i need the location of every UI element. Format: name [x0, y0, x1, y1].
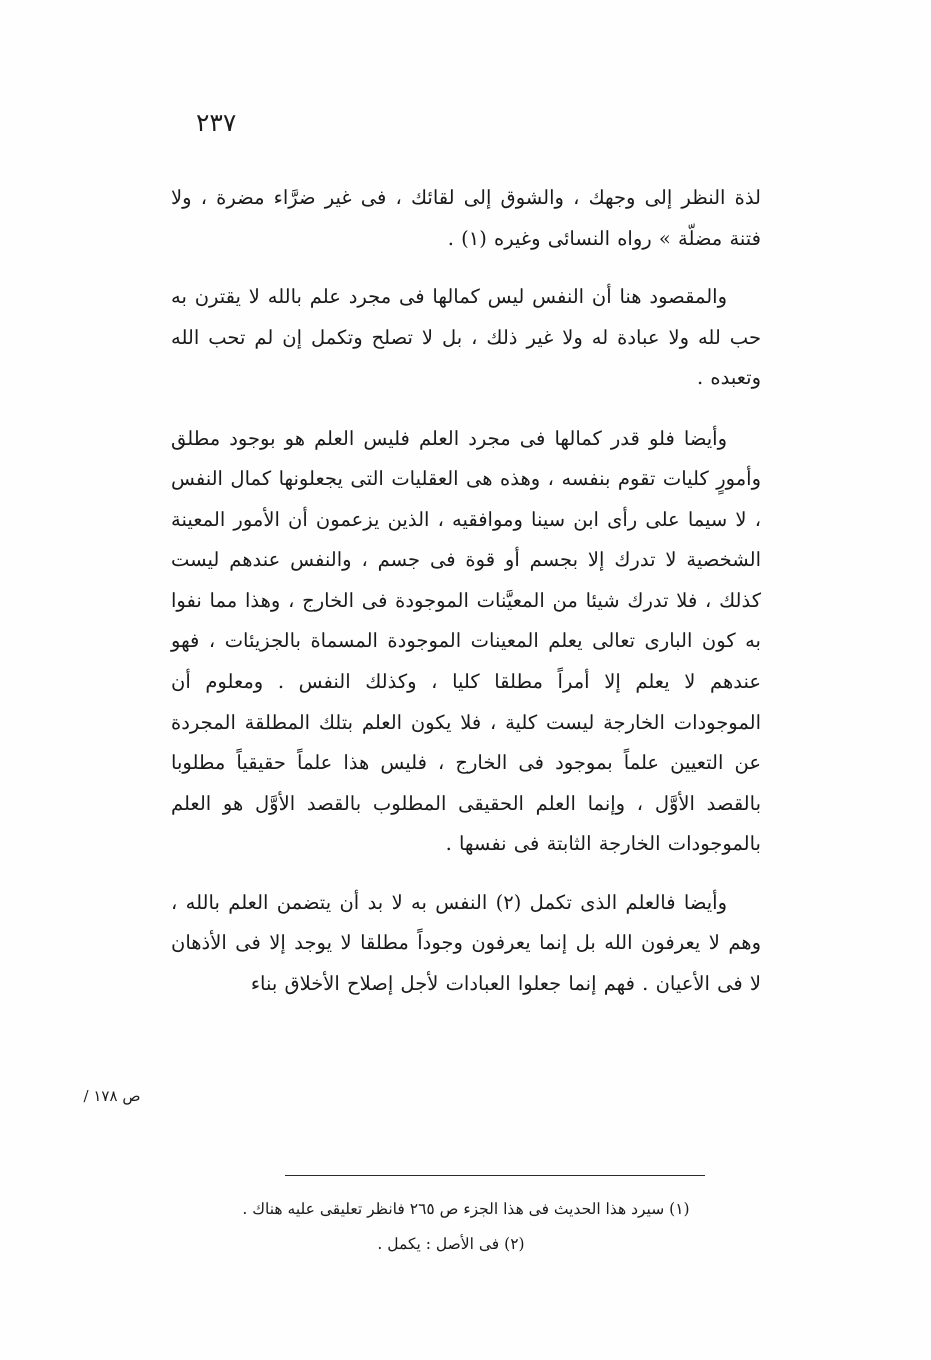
page-number: ٢٣٧ [196, 108, 237, 137]
paragraph-3: وأيضا فلو قدر كمالها فى مجرد العلم فليس العلم هو بوجود مطلق وأمورٍ كليات تقوم بنفسه ، وهذه هى العقليات التى يجعلونها كمال النفس ، لا سيما على رأى ابن سينا وموافقيه ، الذين يزعمون أن الأمور المعينة الشخصية لا تدرك إلا بجسم أو قوة فى جسم ، والنفس عندهم ليست كذلك ، فلا تدرك شيئا من المعيَّنات الموجودة فى الخارج ، وهذا مما نفوا به كون البارى تعالى يعلم المعينات الموجودة المسماة بالجزيئات ، فهو عندهم لا يعلم إلا أمراً مطلقا كليا ، وكذلك النفس . ومعلوم أن الموجودات الخارجة ليست كلية ، فلا يكون العلم بتلك المطلقة المجردة عن التعيين علماً بموجود فى الخارج ، فليس هذا علماً حقيقياً مطلوبا بالقصد الأوَّل ، وإنما العلم الحقيقى المطلوب بالقصد الأوَّل هو العلم بالموجودات الخارجة الثابتة فى نفسها . [171, 426, 761, 856]
margin-note: ص ١٧٨ / [83, 1087, 141, 1105]
paragraph-2: والمقصود هنا أن النفس ليس كمالها فى مجرد علم بالله لا يقترن به حب لله ولا عبادة له ولا غير ذلك ، بل لا تصلح وتكمل إن لم تحب الله وتعبده . [171, 285, 761, 390]
paragraph-1: لذة النظر إلى وجهك ، والشوق إلى لقائك ، فى غير ضرَّاء مضرة ، ولا فتنة مضلّة » رواه النسائى وغيره (١) . [171, 186, 761, 250]
footnote-divider [285, 1175, 705, 1176]
footnotes [171, 1195, 761, 1266]
footnote-2: (٢) فى الأصل : يكمل . [377, 1235, 525, 1254]
paragraph-4: وأيضا فالعلم الذى تكمل (٢) النفس به لا بد أن يتضمن العلم بالله ، وهم لا يعرفون الله بل إنما يعرفون وجوداً مطلقا لا يوجد إلا فى الأذهان لا فى الأعيان . فهم إنما جعلوا العبادات لأجل إصلاح الأخلاق بناء [171, 890, 761, 995]
footnote-1: (١) سيرد هذا الحديث فى هذا الجزء ص ٢٦٥ فانظر تعليقى عليه هناك . [242, 1200, 690, 1218]
body-text [171, 178, 761, 1018]
